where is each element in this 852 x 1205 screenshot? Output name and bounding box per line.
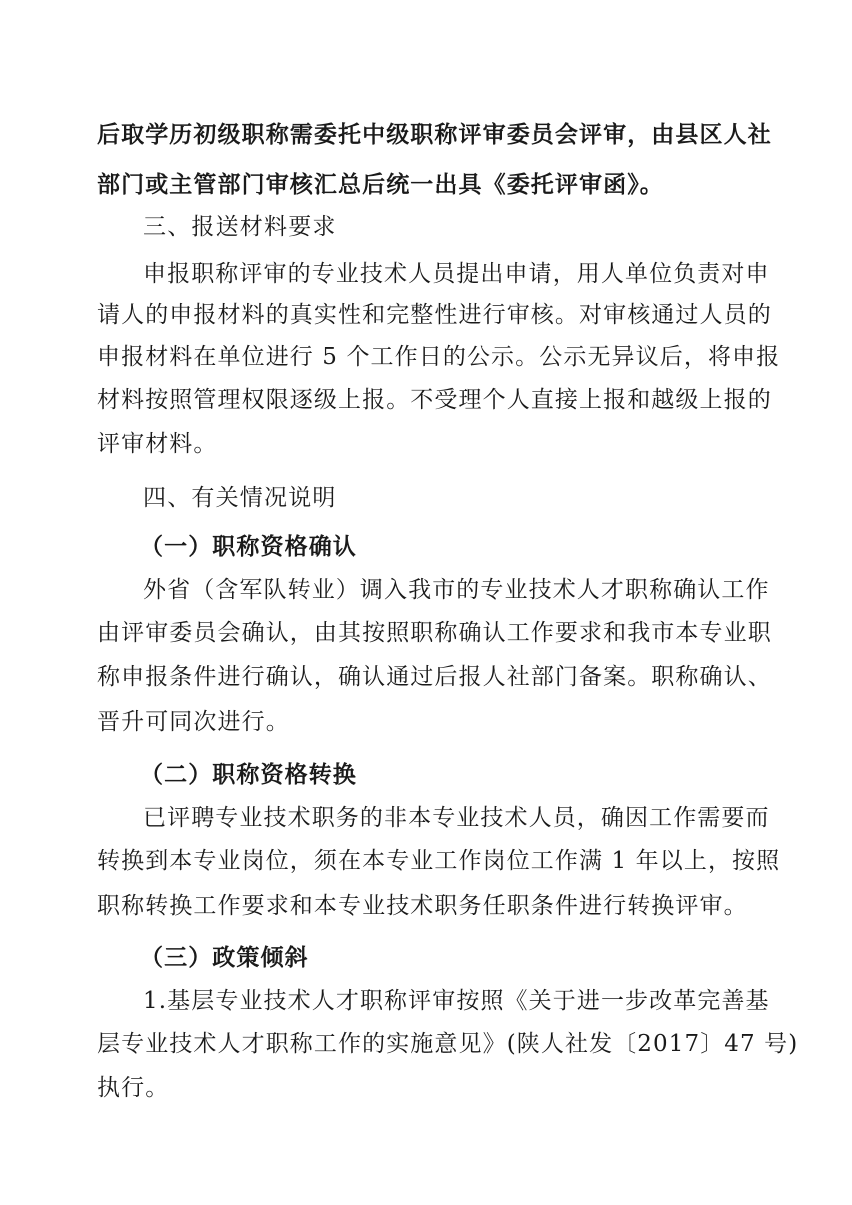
sub-1-line-1: 外省（含军队转业）调入我市的专业技术人才职称确认工作 (143, 577, 770, 603)
intro-line-2: 部门或主管部门审核汇总后统一出具《委托评审函》。 (97, 171, 664, 198)
sub-1-line-4: 晋升可同次进行。 (97, 709, 290, 735)
section-4-heading: 四、有关情况说明 (143, 485, 337, 511)
sub-2-line-2: 转换到本专业岗位，须在本专业工作岗位工作满 1 年以上，按照 (97, 848, 781, 874)
sub-3-title: （三）政策倾斜 (140, 944, 309, 971)
section-3-line-5: 评审材料。 (97, 431, 218, 457)
sub-2-title: （二）职称资格转换 (140, 761, 357, 788)
section-3-heading: 三、报送材料要求 (143, 214, 337, 240)
sub-2-line-3: 职称转换工作要求和本专业技术职务任职条件进行转换评审。 (97, 893, 748, 919)
sub-1-line-3: 称申报条件进行确认，确认通过后报人社部门备案。职称确认、 (97, 664, 772, 690)
section-3-line-3: 申报材料在单位进行 5 个工作日的公示。公示无异议后，将申报 (97, 344, 781, 370)
sub-2-line-1: 已评聘专业技术职务的非本专业技术人员，确因工作需要而 (143, 805, 770, 831)
section-3-line-2: 请人的申报材料的真实性和完整性进行审核。对审核通过人员的 (97, 302, 772, 328)
sub-1-title: （一）职称资格确认 (140, 533, 357, 560)
sub-3-line-3: 执行。 (97, 1075, 170, 1101)
section-3-line-4: 材料按照管理权限逐级上报。不受理个人直接上报和越级上报的 (97, 387, 772, 413)
intro-line-1: 后取学历初级职称需委托中级职称评审委员会评审，由县区人社 (97, 121, 772, 148)
sub-1-line-2: 由评审委员会确认，由其按照职称确认工作要求和我市本专业职 (97, 620, 772, 646)
section-3-line-1: 申报职称评审的专业技术人员提出申请，用人单位负责对申 (143, 261, 770, 287)
sub-3-line-2: 层专业技术人才职称工作的实施意见》(陕人社发〔2017〕47 号) (97, 1031, 799, 1057)
sub-3-line-1: 1.基层专业技术人才职称评审按照《关于进一步改革完善基 (143, 988, 770, 1014)
